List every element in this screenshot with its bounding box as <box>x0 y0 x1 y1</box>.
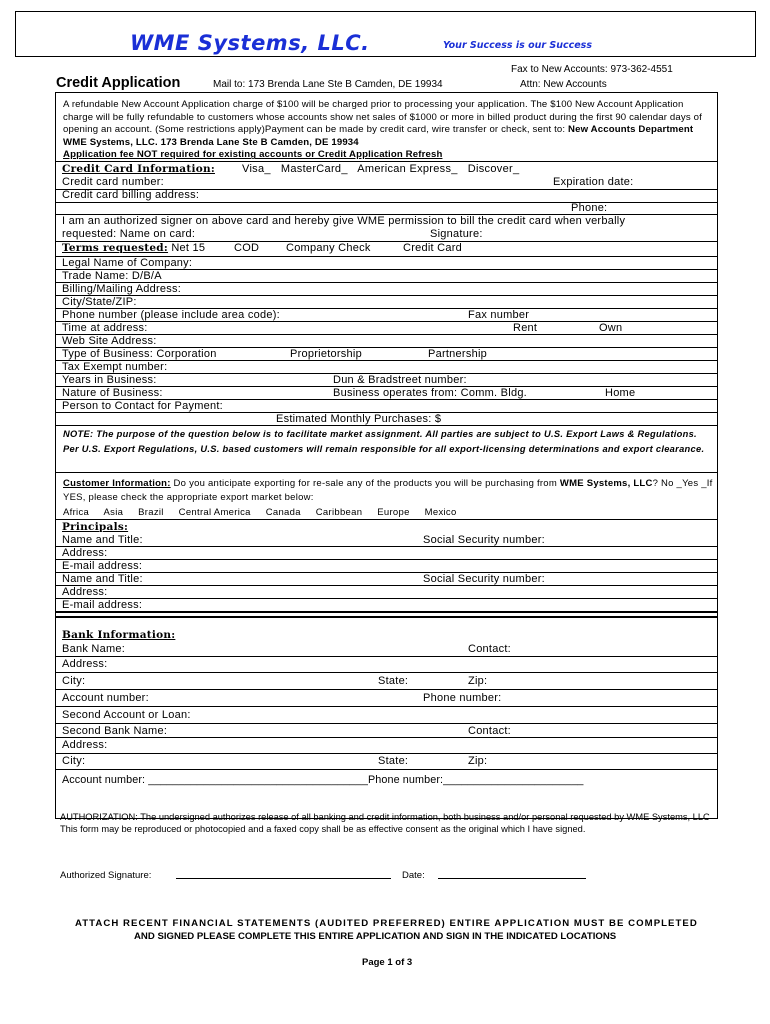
divider <box>56 598 717 599</box>
divider <box>56 706 717 707</box>
date-label: Date: <box>402 870 425 881</box>
bank-account-field[interactable]: Account number: <box>62 692 149 704</box>
principal1-name-field[interactable]: Name and Title: <box>62 534 143 546</box>
intro-paragraph <box>63 99 713 162</box>
principals-heading: Principals: <box>62 521 129 533</box>
divider <box>56 737 717 738</box>
intro-text: A refundable New Account Application charge of $100 will be charged prior to processing your application. The $100 New Account Application charge will be fully refundable to customers whose accounts show net sales of $1000 or more in billed product during the first 90 calendar days of opening an account. (Some restrictions apply)Payment can be made by credit card, wire transfer or check, sent to: <box>63 99 702 136</box>
divider <box>56 519 717 520</box>
billing-address-field[interactable]: Billing/Mailing Address: <box>62 283 182 295</box>
authorized-signature-label: Authorized Signature: <box>60 870 152 881</box>
own-option[interactable]: Own <box>599 322 623 334</box>
divider <box>56 546 717 547</box>
page-title: Credit Application <box>56 75 181 91</box>
market-brazil[interactable]: Brazil <box>138 507 164 518</box>
bank-city-field[interactable]: City: <box>62 675 86 687</box>
fax-number: Fax to New Accounts: 973-362-4551 <box>511 64 673 75</box>
customer-question-end[interactable]: ? No _Yes _If YES, please check the appropriate export market below: <box>63 478 713 503</box>
cc-authorization-text: I am an authorized signer on above card and hereby give WME permission to bill the credit card when verbally <box>62 215 626 227</box>
market-asia[interactable]: Asia <box>103 507 124 518</box>
second-bank-contact-field[interactable]: Contact: <box>468 725 511 737</box>
date-line[interactable] <box>438 878 586 879</box>
market-canada[interactable]: Canada <box>265 507 301 518</box>
second-bank-address-field[interactable]: Address: <box>62 739 108 751</box>
market-africa[interactable]: Africa <box>63 507 90 518</box>
principal1-ssn-field[interactable]: Social Security number: <box>423 534 545 546</box>
terms-credit-card[interactable]: Credit Card <box>403 242 462 254</box>
divider <box>56 202 717 203</box>
legal-name-field[interactable]: Legal Name of Company: <box>62 257 193 269</box>
tagline: Your Success is our Success <box>443 40 592 51</box>
cc-heading-row <box>62 163 215 175</box>
time-at-address-field[interactable]: Time at address: <box>62 322 148 334</box>
principals-heading-row <box>62 521 128 533</box>
terms-row <box>62 242 205 254</box>
operates-from-comm-bldg[interactable]: Business operates from: Comm. Bldg. <box>333 387 527 399</box>
cc-types[interactable]: Visa_ MasterCard_ American Express_ Discover_ <box>242 163 520 175</box>
divider <box>56 616 717 618</box>
divider <box>56 295 717 296</box>
bank-state-field[interactable]: State: <box>378 675 409 687</box>
tax-exempt-field[interactable]: Tax Exempt number: <box>62 361 168 373</box>
fax-field[interactable]: Fax number <box>468 309 530 321</box>
divider <box>56 769 717 770</box>
second-account-field[interactable]: Second Account or Loan: <box>62 709 191 721</box>
cc-expiration-field[interactable]: Expiration date: <box>553 176 634 188</box>
divider <box>56 611 717 613</box>
divider <box>56 585 717 586</box>
business-type-corporation[interactable]: Type of Business: Corporation <box>62 348 217 360</box>
cc-billing-field[interactable]: Credit card billing address: <box>62 189 200 201</box>
principal2-name-field[interactable]: Name and Title: <box>62 573 143 585</box>
trade-name-field[interactable]: Trade Name: D/B/A <box>62 270 162 282</box>
authorized-signature-line[interactable] <box>176 878 391 879</box>
market-mexico[interactable]: Mexico <box>424 507 457 518</box>
mail-to-address: Mail to: 173 Brenda Lane Ste B Camden, DE 19934 <box>213 79 443 90</box>
market-caribbean[interactable]: Caribbean <box>315 507 363 518</box>
divider <box>56 559 717 560</box>
header-box <box>15 11 756 57</box>
footer-instructions-1: ATTACH RECENT FINANCIAL STATEMENTS (AUDITED PREFERRED) ENTIRE APPLICATION MUST BE COMPLETED <box>75 918 698 929</box>
divider <box>56 572 717 573</box>
terms-company-check[interactable]: Company Check <box>286 242 371 254</box>
divider <box>56 753 717 754</box>
payment-contact-field[interactable]: Person to Contact for Payment: <box>62 400 223 412</box>
bank-zip-field[interactable]: Zip: <box>468 675 488 687</box>
footer-instructions-2: AND SIGNED PLEASE COMPLETE THIS ENTIRE APPLICATION AND SIGN IN THE INDICATED LOCATIONS <box>134 931 617 942</box>
second-bank-account-phone-field[interactable]: Account number: ____________________________________Phone number:_______________________ <box>62 774 584 786</box>
company-logo: WME Systems, LLC. <box>130 31 370 55</box>
principal1-email-field[interactable]: E-mail address: <box>62 560 143 572</box>
cc-heading: Credit Card Information: <box>62 163 215 175</box>
cc-name-on-card-field[interactable]: requested: Name on card: <box>62 228 196 240</box>
principal2-address-field[interactable]: Address: <box>62 586 108 598</box>
second-bank-city-field[interactable]: City: <box>62 755 86 767</box>
terms-cod[interactable]: COD <box>234 242 260 254</box>
divider <box>56 472 717 473</box>
export-markets <box>63 507 469 518</box>
terms-heading: Terms requested: <box>62 242 169 254</box>
bank-phone-field[interactable]: Phone number: <box>423 692 502 704</box>
terms-net15[interactable]: Net 15 <box>171 242 206 254</box>
customer-heading: Customer Information: <box>63 478 171 489</box>
authorization-text: AUTHORIZATION: The undersigned authorizes release of all banking and credit information, both business and/or personal requested by WME Systems, LLC This form may be reproduced or photocopied and a faxed copy shall be as effective consent as the original which I have signed. <box>60 812 710 835</box>
principal2-email-field[interactable]: E-mail address: <box>62 599 143 611</box>
intro-fee-note: Application fee NOT required for existing accounts or Credit Application Refresh <box>63 149 443 161</box>
cc-number-field[interactable]: Credit card number: <box>62 176 164 188</box>
divider <box>56 161 717 162</box>
export-note: NOTE: The purpose of the question below is to facilitate market assignment. All parties are subject to U.S. Export Laws & Regulations. Per U.S. Export Regulations, U.S. based customers will remain responsible for all export-licensing determinations and export clearance. <box>63 429 705 454</box>
principal1-address-field[interactable]: Address: <box>62 547 108 559</box>
second-bank-name-field[interactable]: Second Bank Name: <box>62 725 168 737</box>
dun-bradstreet-field[interactable]: Dun & Bradstreet number: <box>333 374 467 386</box>
divider <box>56 425 717 426</box>
customer-info <box>63 477 713 505</box>
cc-signature-field[interactable]: Signature: <box>430 228 483 240</box>
second-bank-state-field[interactable]: State: <box>378 755 409 767</box>
market-europe[interactable]: Europe <box>377 507 410 518</box>
bank-contact-field[interactable]: Contact: <box>468 643 511 655</box>
bank-address-field[interactable]: Address: <box>62 658 108 670</box>
monthly-purchases-field[interactable]: Estimated Monthly Purchases: $ <box>276 413 442 425</box>
phone-field[interactable]: Phone number (please include area code): <box>62 309 280 321</box>
nature-of-business-field[interactable]: Nature of Business: <box>62 387 163 399</box>
principal2-ssn-field[interactable]: Social Security number: <box>423 573 545 585</box>
city-state-zip-field[interactable]: City/State/ZIP: <box>62 296 137 308</box>
market-central-america[interactable]: Central America <box>178 507 251 518</box>
divider <box>56 672 717 673</box>
bank-heading: Bank Information: <box>62 629 176 641</box>
attn-label: Attn: New Accounts <box>520 79 607 90</box>
divider <box>56 656 717 657</box>
operates-from-home[interactable]: Home <box>605 387 636 399</box>
customer-company: WME Systems, LLC <box>559 478 653 489</box>
customer-question: Do you anticipate exporting for re-sale any of the products you will be purchasing from <box>170 478 560 489</box>
intro-address: New Accounts Department WME Systems, LLC. 173 Brenda Lane Ste B Camden, DE 19934 <box>63 124 694 148</box>
rent-option[interactable]: Rent <box>513 322 538 334</box>
bank-heading-row <box>62 629 175 641</box>
divider <box>56 723 717 724</box>
business-type-proprietorship[interactable]: Proprietorship <box>290 348 362 360</box>
website-field[interactable]: Web Site Address: <box>62 335 157 347</box>
bank-name-field[interactable]: Bank Name: <box>62 643 126 655</box>
cc-phone-field[interactable]: Phone: <box>571 202 608 214</box>
business-type-partnership[interactable]: Partnership <box>428 348 488 360</box>
divider <box>56 689 717 690</box>
years-in-business-field[interactable]: Years in Business: <box>62 374 157 386</box>
second-bank-zip-field[interactable]: Zip: <box>468 755 488 767</box>
page-number: Page 1 of 3 <box>362 957 413 968</box>
